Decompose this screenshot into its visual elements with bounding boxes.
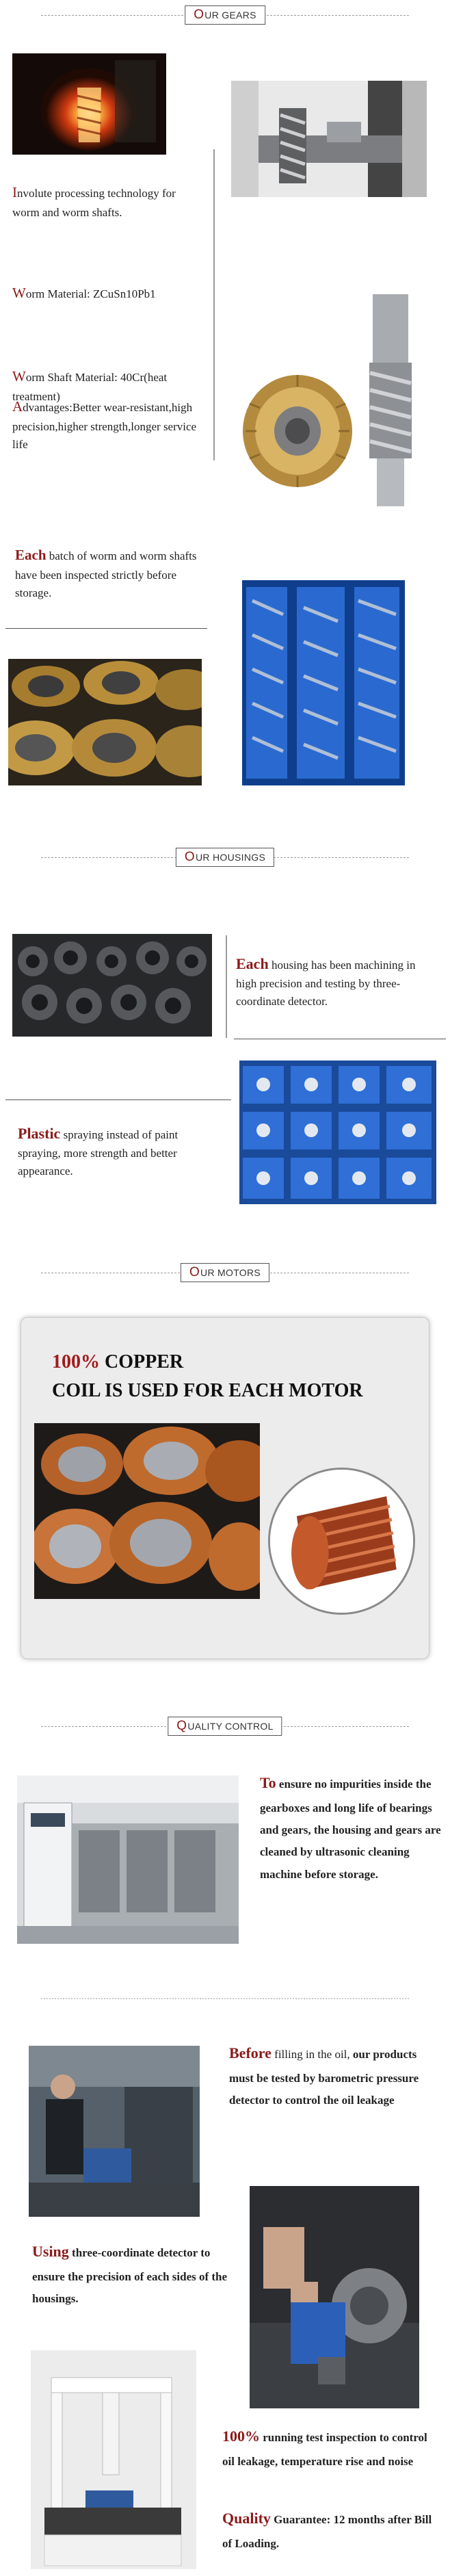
copper-coil-photo (268, 1468, 415, 1615)
section-heading-gears (0, 1, 450, 29)
heading-text: UR MOTORS (200, 1267, 261, 1278)
section-heading-quality (0, 1713, 450, 1740)
heading-text: UR HOUSINGS (196, 852, 266, 863)
heading-initial: Q (176, 1719, 187, 1733)
heading-box (176, 848, 274, 867)
blue-tray-photo (242, 580, 405, 785)
gear-vertical-rule (213, 149, 215, 460)
forge-photo (12, 53, 166, 155)
gear-text-4 (12, 395, 207, 454)
body: orm Shaft Material: 40Cr(heat treatment) (12, 371, 168, 403)
heading-box (168, 1717, 282, 1736)
initial: A (12, 398, 23, 415)
headline-line-1 (52, 1348, 363, 1377)
initial: Each (15, 547, 47, 563)
body: housing has been machining in high precision and testing by three-coordinate detector. (236, 959, 416, 1008)
quality-text-2 (229, 2039, 434, 2111)
heading-initial: O (184, 850, 195, 864)
initial: Each (236, 955, 269, 972)
quality-text-3 (32, 2237, 241, 2310)
body: three-coordinate detector to ensure the precision of each sides of the housings. (32, 2246, 228, 2306)
copper-coil-headline (52, 1348, 363, 1405)
worm-gear-photo (236, 287, 429, 510)
headline-copper: COPPER (100, 1351, 184, 1372)
heading-text: UR GEARS (204, 10, 256, 21)
initial: W (12, 285, 26, 301)
body: ensure no impurities inside the gearboxes and long life of bearings and gears, the housing and gears are cleaned by ultrasonic cleaning machine before storage. (260, 1778, 441, 1881)
housing-text-2 (18, 1122, 223, 1180)
body: Guarantee: 12 months after Bill of Loading. (222, 2513, 432, 2550)
heading-text: UALITY CONTROL (187, 1721, 274, 1732)
initial: 100% (222, 2428, 260, 2445)
copper-stator-photo (34, 1423, 260, 1599)
worm-shaft-photo (231, 81, 427, 197)
initial: Using (32, 2243, 69, 2260)
heading-box (185, 5, 265, 25)
running-test-photo (250, 2186, 419, 2408)
body-normal: filling in the oil, (271, 2048, 350, 2061)
section-heading-housings (0, 844, 450, 871)
brass-gears-photo (8, 659, 202, 785)
body: orm Material: ZCuSn10Pb1 (25, 287, 156, 300)
initial: W (12, 368, 26, 385)
initial: Before (229, 2044, 272, 2061)
body: our products must be tested by barometric pressure detector to control the oil leakage (229, 2048, 419, 2107)
gear-text-1 (12, 181, 204, 222)
body: spraying instead of paint spraying, more strength and better appearance. (18, 1128, 178, 1178)
blue-housings-photo (239, 1061, 436, 1204)
gear-horizontal-rule (5, 628, 207, 629)
quality-text-5 (222, 2504, 441, 2555)
headline-line-2: COIL IS USED FOR EACH MOTOR (52, 1380, 363, 1401)
heading-box (181, 1263, 269, 1282)
body: running test inspection to control oil leakage, temperature rise and noise (222, 2431, 427, 2468)
dotted-separator (41, 1998, 409, 1999)
cleaning-machine-photo (17, 1775, 239, 1944)
initial: Quality (222, 2510, 271, 2527)
gear-text-2 (12, 282, 204, 304)
body: nvolute processing technology for worm and worm shafts. (12, 187, 176, 219)
coordinate-machine-photo (31, 2350, 196, 2569)
headline-percent: 100% (52, 1351, 100, 1372)
section-heading-motors (0, 1259, 450, 1286)
gear-text-5 (15, 544, 207, 602)
quality-text-1 (260, 1769, 441, 1886)
body: dvantages:Better wear-resistant,high precision,higher strength,longer service life (12, 401, 197, 451)
initial: To (260, 1774, 276, 1791)
heading-initial: O (189, 1265, 200, 1279)
pressure-test-photo (29, 2046, 200, 2217)
housing-vertical-rule (226, 935, 227, 1038)
initial: Plastic (18, 1125, 61, 1142)
housing-text-1 (236, 952, 438, 1010)
initial: I (12, 184, 17, 200)
heading-initial: O (194, 8, 204, 22)
quality-text-4 (222, 2422, 441, 2473)
body: batch of worm and worm shafts have been inspected strictly before storage. (15, 549, 197, 599)
housings-photo (12, 934, 212, 1037)
